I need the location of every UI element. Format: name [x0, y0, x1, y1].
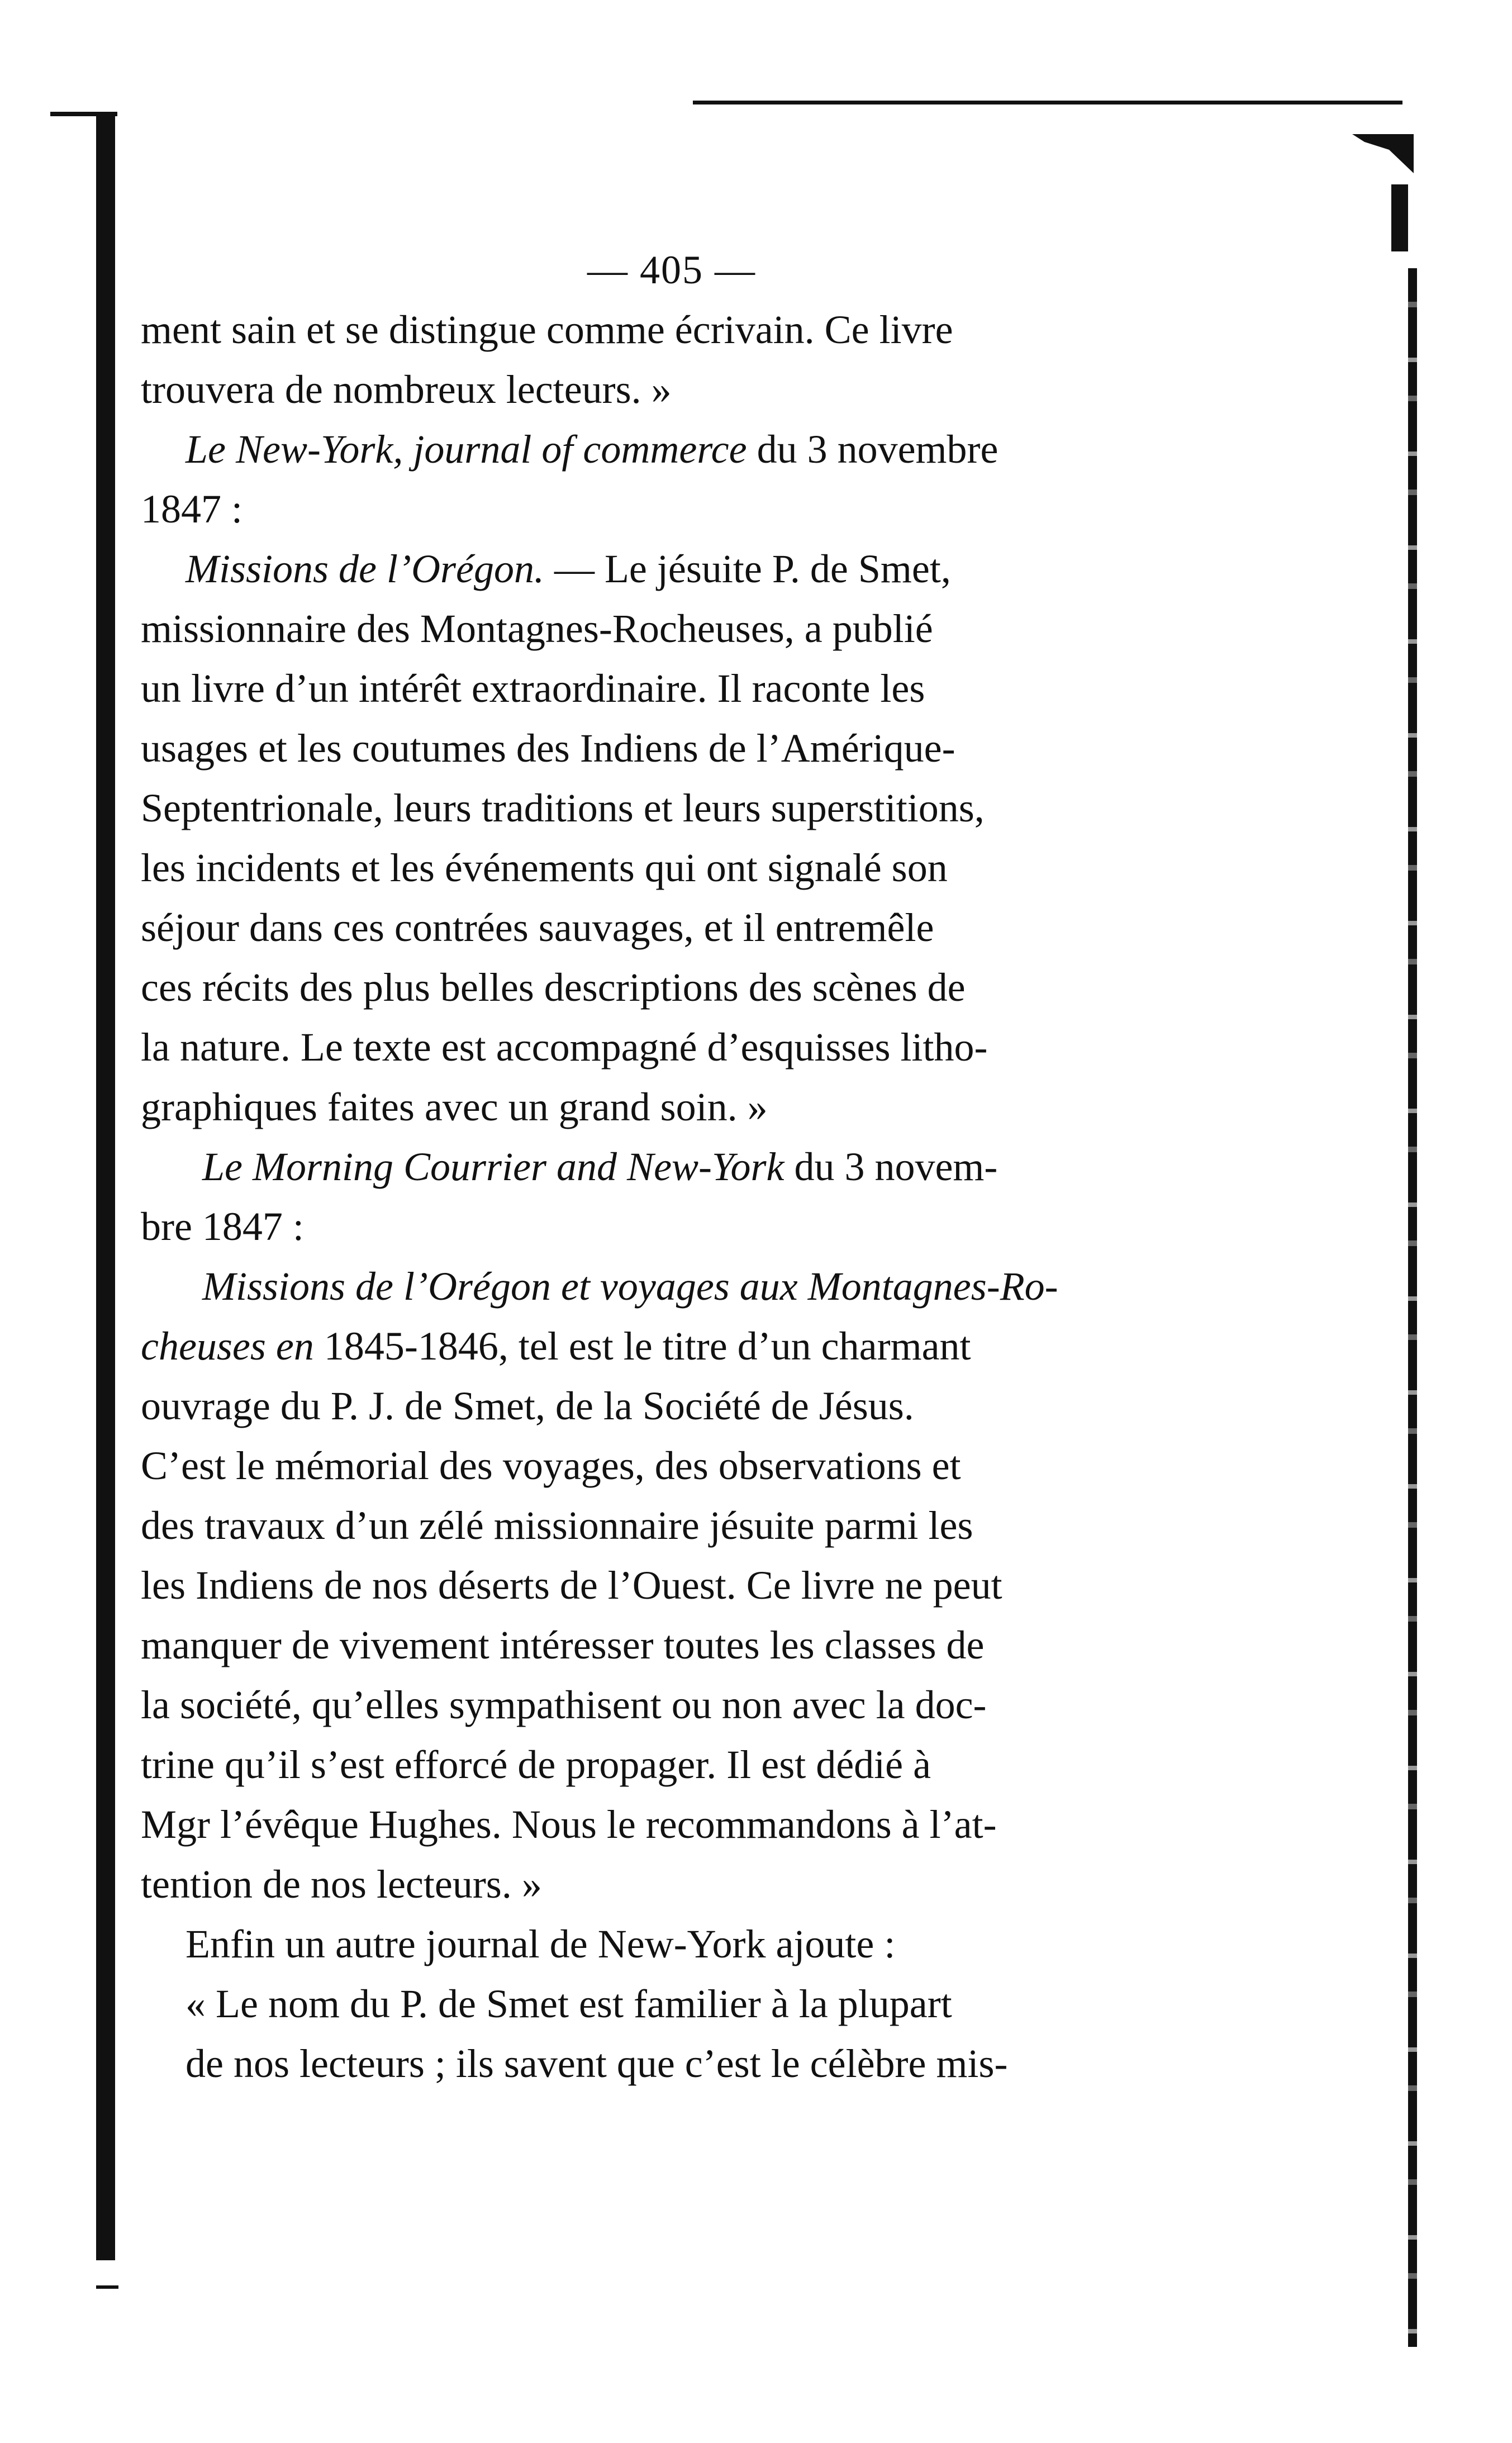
scan-corner-mark-2 [1391, 184, 1408, 251]
text-line: séjour dans ces contrées sauvages, et il entremêle [141, 905, 934, 950]
journal-title: Le New-York, journal of commerce [186, 427, 747, 472]
text-span: du 3 novem- [784, 1144, 998, 1189]
text-line: Septentrionale, leurs traditions et leurs superstitions, [141, 786, 985, 830]
book-title: Missions de l’Orégon. [186, 546, 544, 591]
text-line: trouvera de nombreux lecteurs. » [141, 367, 672, 412]
text-line: ouvrage du P. J. de Smet, de la Société de Jésus. [141, 1384, 914, 1428]
text-line: tention de nos lecteurs. » [141, 1862, 542, 1907]
text-line: ces récits des plus belles descriptions des scènes de [141, 965, 966, 1010]
book-title: cheuses en [141, 1324, 314, 1368]
text-line: ment sain et se distingue comme écrivain. Ce livre [141, 307, 953, 352]
text-line: C’est le mémorial des voyages, des observations et [141, 1443, 961, 1488]
text-line [141, 420, 1186, 479]
text-line: les Indiens de nos déserts de l’Ouest. Ce livre ne peut [141, 1563, 1002, 1608]
text-line: bre 1847 : [141, 1204, 304, 1249]
text-line [141, 1257, 1186, 1316]
text-line: des travaux d’un zélé missionnaire jésuite parmi les [141, 1503, 973, 1548]
text-line: de nos lecteurs ; ils savent que c’est le célèbre mis- [186, 2041, 1008, 2086]
text-line [141, 539, 1186, 599]
text-line: « Le nom du P. de Smet est familier à la plupart [186, 1981, 952, 2026]
journal-title: Le Morning Courrier and New-York [202, 1144, 784, 1189]
page-number: — 405 — [587, 248, 756, 292]
text-line: Mgr l’évêque Hughes. Nous le recommandons à l’at- [141, 1802, 997, 1847]
text-line: la nature. Le texte est accompagné d’esquisses litho- [141, 1025, 988, 1070]
text-line: la société, qu’elles sympathisent ou non avec la doc- [141, 1682, 987, 1727]
text-line: manquer de vivement intéresser toutes les classes de [141, 1623, 985, 1667]
text-line: un livre d’un intérêt extraordinaire. Il raconte les [141, 666, 925, 711]
scan-border-right [1408, 268, 1417, 2347]
book-title: Missions de l’Orégon et voyages aux Montagnes-Ro- [202, 1264, 1058, 1309]
text-line: 1847 : [141, 487, 243, 531]
text-line: Enfin un autre journal de New-York ajoute : [186, 1922, 896, 1966]
text-span: — Le jésuite P. de Smet, [544, 546, 951, 591]
text-line: graphiques faites avec un grand soin. » [141, 1085, 768, 1129]
text-span: du 3 novembre [747, 427, 999, 472]
text-line: usages et les coutumes des Indiens de l’Amérique- [141, 726, 955, 771]
page-text [141, 240, 1186, 2094]
scan-corner-mark [1352, 134, 1414, 173]
text-line: les incidents et les événements qui ont signalé son [141, 845, 948, 890]
scan-border-left [96, 115, 115, 2260]
text-line: trine qu’il s’est efforcé de propager. Il est dédié à [141, 1742, 931, 1787]
text-line [141, 1137, 1186, 1197]
scan-border-bottom-left [96, 2285, 118, 2289]
text-span: 1845-1846, tel est le titre d’un charmant [313, 1324, 971, 1368]
text-line: missionnaire des Montagnes-Rocheuses, a publié [141, 606, 933, 651]
scan-border-top [693, 101, 1402, 104]
text-line [141, 1316, 1186, 1376]
